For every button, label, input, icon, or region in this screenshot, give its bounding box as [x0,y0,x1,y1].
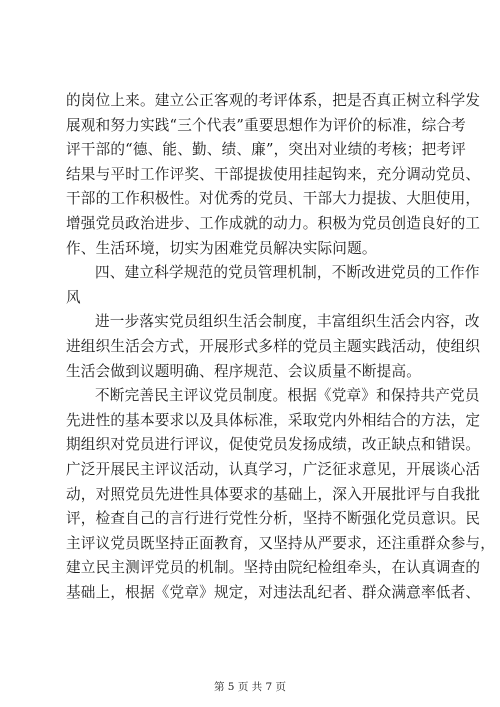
text-line: 结果与平时工作评奖、干部提拔使用挂起钩来，充分调动党员、 [66,165,481,183]
text-line: 基础上，根据《党章》规定，对违法乱纪者、群众满意率低者、 [66,583,481,601]
text-line: 进一步落实党员组织生活会制度，丰富组织生活会内容，改 [95,313,480,331]
text-line: 评干部的“德、能、勤、绩、廉”，突出对业绩的考核；把考评 [66,141,466,159]
page-footer: 第 5 页 共 7 页 [213,681,287,693]
text-line: 的岗位上来。建立公正客观的考评体系，把是否真正树立科学发 [66,92,481,109]
text-line: 展观和努力实践“三个代表”重要思想作为评价的标准，综合考 [66,116,466,134]
text-line: 风 [66,288,81,306]
text-line: 广泛开展民主评议活动，认真学习，广泛征求意见，开展谈心活 [66,460,481,478]
text-line: 不断完善民主评议党员制度。根据《党章》和保持共产党员 [95,387,480,405]
text-line: 进组织生活会方式，开展形式多样的党员主题实践活动，使组织 [66,337,481,355]
text-line: 建立民主测评党员的机制。坚持由院纪检组牵头，在认真调查的 [66,559,481,577]
text-line: 增强党员政治进步、工作成就的动力。积极为党员创造良好的工 [66,214,481,232]
text-line: 四、建立科学规范的党员管理机制，不断改进党员的工作作 [95,264,480,282]
text-line: 先进性的基本要求以及具体标准，采取党内外相结合的方法，定 [66,411,481,429]
text-line: 期组织对党员进行评议，促使党员发扬成绩，改正缺点和错误。 [66,436,481,454]
document-body [66,89,496,605]
text-line: 干部的工作积极性。对优秀的党员、干部大力提拔、大胆使用， [66,190,481,208]
text-line: 作、生活环境，切实为困难党员解决实际问题。 [66,239,377,257]
text-line: 动，对照党员先进性具体要求的基础上，深入开展批评与自我批 [66,485,481,503]
text-line: 主评议党员既坚持正面教育，又坚持从严要求，还注重群众参与， [66,534,496,552]
text-line: 生活会做到议题明确、程序规范、会议质量不断提高。 [66,362,422,380]
text-line: 评，检查自己的言行进行党性分析，坚持不断强化党员意识。民 [66,510,481,528]
